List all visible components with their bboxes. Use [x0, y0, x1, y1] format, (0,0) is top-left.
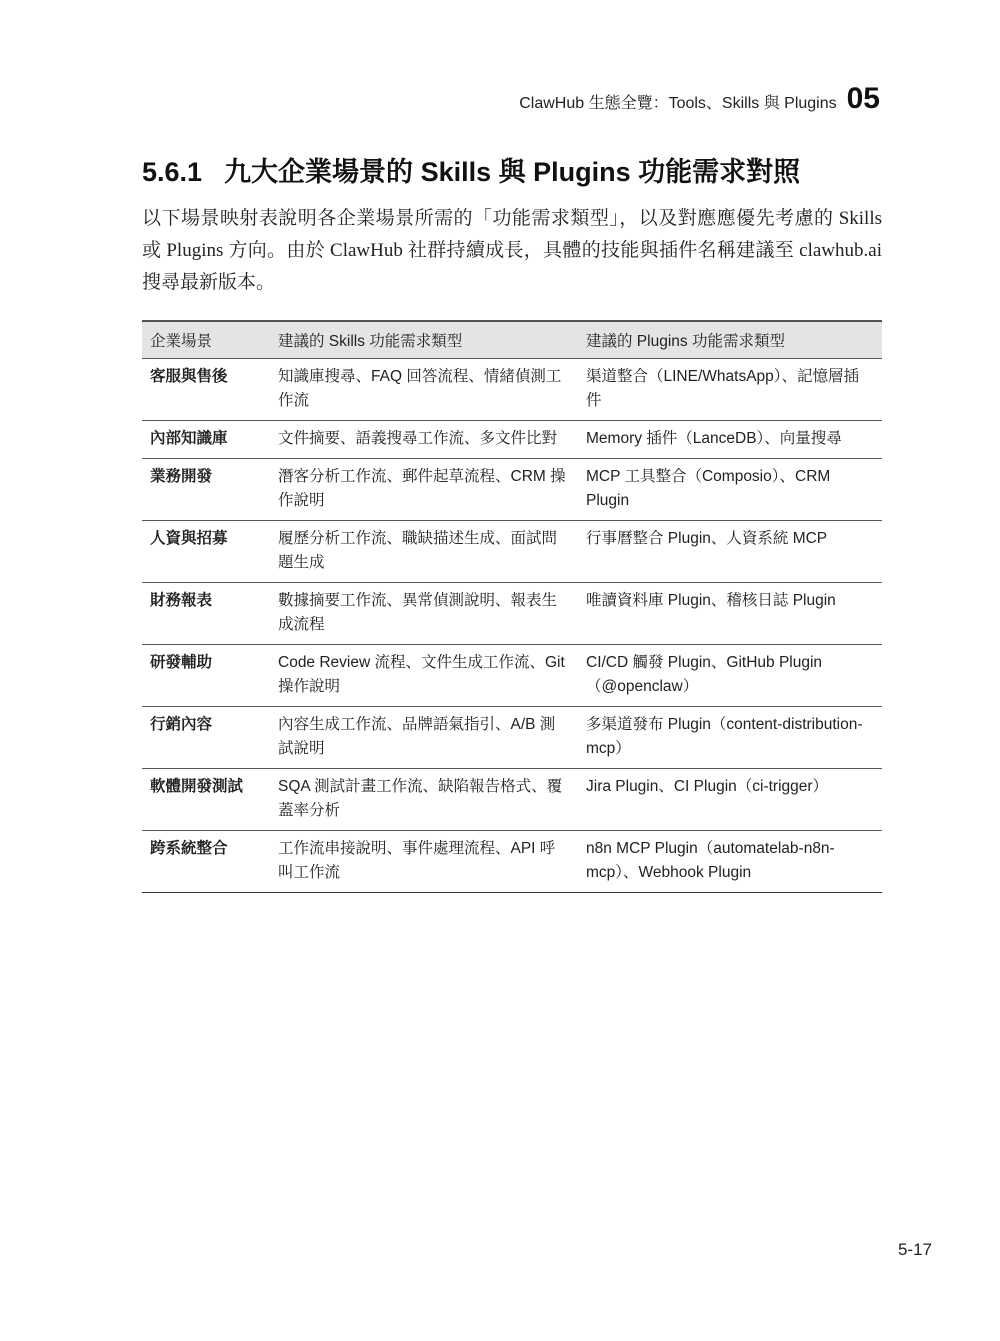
section-title [142, 150, 800, 189]
skills-cell: 工作流串接說明、事件處理流程、API 呼叫工作流 [270, 831, 578, 893]
table-row [142, 459, 882, 521]
table-row [142, 707, 882, 769]
plugins-cell: 渠道整合（LINE/WhatsApp）、記憶層插件 [578, 359, 882, 421]
table-row [142, 645, 882, 707]
table-row [142, 421, 882, 459]
chapter-number: 05 [846, 82, 880, 115]
skills-cell: 知識庫搜尋、FAQ 回答流程、情緒偵測工作流 [270, 359, 578, 421]
plugins-cell: Memory 插件（LanceDB）、向量搜尋 [578, 421, 882, 459]
plugins-cell: Jira Plugin、CI Plugin（ci-trigger） [578, 769, 882, 831]
table-row [142, 521, 882, 583]
running-title: ClawHub 生態全覽：Tools、Skills 與 Plugins [519, 95, 837, 112]
scene-cell: 業務開發 [142, 459, 270, 521]
running-header [519, 82, 880, 116]
intro-paragraph: 以下場景映射表說明各企業場景所需的「功能需求類型」，以及對應應優先考慮的 Skills 或 Plugins 方向。由於 ClawHub 社群持續成長，具體的技能與插件名稱建議至 clawhub.ai 搜尋最新版本。 [142, 208, 882, 293]
table-row [142, 583, 882, 645]
skills-cell: SQA 測試計畫工作流、缺陷報告格式、覆蓋率分析 [270, 769, 578, 831]
scene-cell: 內部知識庫 [142, 421, 270, 459]
scene-cell: 行銷內容 [142, 707, 270, 769]
plugins-cell: 行事曆整合 Plugin、人資系統 MCP [578, 521, 882, 583]
skills-cell: 潛客分析工作流、郵件起草流程、CRM 操作說明 [270, 459, 578, 521]
section-number: 5.6.1 [142, 157, 203, 187]
plugins-cell: CI/CD 觸發 Plugin、GitHub Plugin（@openclaw） [578, 645, 882, 707]
table-row [142, 831, 882, 893]
header-scene: 企業場景 [150, 333, 213, 350]
skills-cell: 數據摘要工作流、異常偵測說明、報表生成流程 [270, 583, 578, 645]
skills-cell: 文件摘要、語義搜尋工作流、多文件比對 [270, 421, 578, 459]
plugins-cell: 多渠道發布 Plugin（content-distribution-mcp） [578, 707, 882, 769]
table-row [142, 769, 882, 831]
scene-cell: 人資與招募 [142, 521, 270, 583]
page-number: 5-17 [897, 1240, 932, 1259]
skills-cell: Code Review 流程、文件生成工作流、Git 操作說明 [270, 645, 578, 707]
header-skills: 建議的 Skills 功能需求類型 [278, 333, 463, 350]
table-row [142, 359, 882, 421]
header-plugins: 建議的 Plugins 功能需求類型 [586, 333, 785, 350]
scene-cell: 跨系統整合 [142, 831, 270, 893]
section-title-text: 九大企業場景的 Skills 與 Plugins 功能需求對照 [224, 157, 801, 187]
scene-cell: 研發輔助 [142, 645, 270, 707]
scene-cell: 客服與售後 [142, 359, 270, 421]
plugins-cell: 唯讀資料庫 Plugin、稽核日誌 Plugin [578, 583, 882, 645]
scenario-mapping-table [142, 320, 882, 893]
skills-cell: 履歷分析工作流、職缺描述生成、面試問題生成 [270, 521, 578, 583]
table-header-row [142, 321, 882, 359]
plugins-cell: MCP 工具整合（Composio）、CRM Plugin [578, 459, 882, 521]
scene-cell: 軟體開發測試 [142, 769, 270, 831]
plugins-cell: n8n MCP Plugin（automatelab-n8n-mcp）、Webhook Plugin [578, 831, 882, 893]
scene-cell: 財務報表 [142, 583, 270, 645]
skills-cell: 內容生成工作流、品牌語氣指引、A/B 測試說明 [270, 707, 578, 769]
